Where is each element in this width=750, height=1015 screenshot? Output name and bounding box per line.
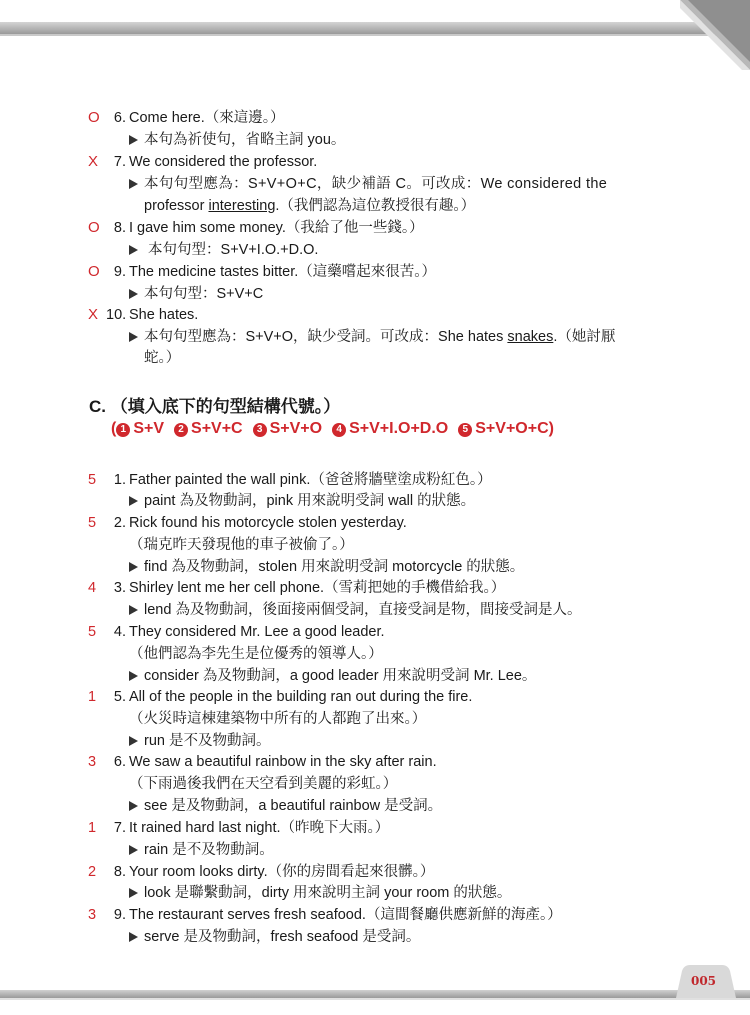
explanation-text: .（我們認為這位教授很有趣。） [275, 198, 476, 214]
explanation-text: lend 為及物動詞，後面接兩個受詞，直接受詞是物，間接受詞是人。 [144, 602, 582, 618]
circled-number-icon: 3 [253, 423, 267, 437]
answer-number: 1 [88, 820, 97, 836]
question-number: 5. [113, 689, 126, 705]
question-number: 4. [113, 624, 126, 640]
translation-text: （他們認為李先生是位優秀的領導人。） [129, 646, 383, 662]
circled-number-icon: 2 [174, 423, 188, 437]
explanation-text: 本句句型：S+V+I.O.+D.O. [148, 242, 319, 258]
triangle-bullet-icon [129, 245, 138, 255]
triangle-bullet-icon [129, 845, 138, 855]
circled-number-icon: 1 [116, 423, 130, 437]
answer-mark: X [88, 153, 99, 170]
triangle-bullet-icon [129, 332, 138, 342]
pattern-label: S+V [133, 420, 165, 437]
question-text: Your room looks dirty.（你的房間看起來很髒。） [129, 864, 435, 880]
question-text: I gave him some money.（我給了他一些錢。） [129, 220, 424, 236]
question-text: All of the people in the building ran out during the fire. [129, 689, 473, 705]
page-number: 005 [690, 974, 717, 988]
explanation-text: consider 為及物動詞，a good leader 用來說明受詞 Mr. Lee。 [144, 668, 537, 684]
answer-number: 5 [88, 624, 97, 640]
answer-number: 3 [88, 907, 97, 923]
pattern-label: S+V+I.O+D.O [349, 420, 449, 437]
triangle-bullet-icon [129, 671, 138, 681]
answer-mark: O [88, 219, 100, 236]
triangle-bullet-icon [129, 496, 138, 506]
translation-text: （下雨過後我們在天空看到美麗的彩虹。） [129, 776, 398, 792]
question-number: 1. [113, 472, 126, 488]
question-number: 3. [113, 580, 126, 596]
top-header-band [0, 22, 750, 34]
answer-number: 5 [88, 515, 97, 531]
question-number: 6. [113, 110, 126, 126]
page-corner-fold [680, 0, 750, 70]
question-text: The restaurant serves fresh seafood.（這間餐廳供應新鮮的海產。） [129, 907, 562, 923]
question-number: 7. [113, 820, 126, 836]
explanation-text: 本句句型：S+V+C [144, 286, 264, 302]
triangle-bullet-icon [129, 801, 138, 811]
answer-mark: X [88, 306, 99, 323]
triangle-bullet-icon [129, 135, 138, 145]
answer-number: 5 [88, 472, 97, 488]
explanation-text: .（她討厭 [553, 329, 616, 345]
bottom-footer-line [0, 998, 750, 1000]
triangle-bullet-icon [129, 605, 138, 615]
triangle-bullet-icon [129, 562, 138, 572]
underlined-answer: interesting [208, 198, 276, 214]
translation-text: （火災時這棟建築物中所有的人都跑了出來。） [129, 711, 427, 727]
underlined-answer: snakes [507, 329, 554, 345]
explanation-text: look 是聯繫動詞，dirty 用來說明主詞 your room 的狀態。 [144, 885, 512, 901]
question-number: 8. [113, 864, 126, 880]
explanation-text: find 為及物動詞，stolen 用來說明受詞 motorcycle 的狀態。 [144, 559, 525, 575]
triangle-bullet-icon [129, 888, 138, 898]
circled-number-icon: 5 [458, 423, 472, 437]
question-number: 9. [113, 264, 126, 280]
section-heading: C. （填入底下的句型結構代號。） [89, 397, 341, 416]
explanation-text: 本句為祈使句，省略主詞 you。 [144, 132, 346, 148]
translation-text: （瑞克昨天發現他的車子被偷了。） [129, 537, 354, 553]
legend-paren: ( [111, 420, 117, 437]
question-text: Come here.（來這邊。） [129, 110, 285, 126]
sentence-pattern-legend [111, 420, 554, 438]
question-text: She hates. [129, 307, 199, 323]
answer-number: 3 [88, 754, 97, 770]
question-text: It rained hard last night.（昨晚下大雨。） [129, 820, 390, 836]
top-header-line [0, 34, 750, 36]
question-number: 9. [113, 907, 126, 923]
question-text: The medicine tastes bitter.（這藥嚐起來很苦。） [129, 264, 436, 280]
question-text: They considered Mr. Lee a good leader. [129, 624, 385, 640]
question-number: 6. [113, 754, 126, 770]
question-number: 10. [106, 307, 127, 323]
question-text: Rick found his motorcycle stolen yesterday. [129, 515, 407, 531]
explanation-text: serve 是及物動詞，fresh seafood 是受詞。 [144, 929, 421, 945]
bottom-footer-band [0, 990, 750, 998]
pattern-label: S+V+C [191, 420, 243, 437]
triangle-bullet-icon [129, 179, 138, 189]
answer-number: 4 [88, 580, 97, 596]
explanation-text: professor [144, 198, 209, 214]
explanation-text: see 是及物動詞，a beautiful rainbow 是受詞。 [144, 798, 443, 814]
explanation-text: paint 為及物動詞，pink 用來說明受詞 wall 的狀態。 [144, 493, 476, 509]
question-text: We considered the professor. [129, 154, 318, 170]
question-text: Father painted the wall pink.（爸爸將牆壁塗成粉紅色。） [129, 472, 492, 488]
question-number: 2. [113, 515, 126, 531]
explanation-text: 蛇。） [144, 350, 181, 366]
question-number: 8. [113, 220, 126, 236]
answer-number: 1 [88, 689, 97, 705]
triangle-bullet-icon [129, 932, 138, 942]
explanation-text: 本句句型應為：S+V+O，缺少受詞。可改成：She hates [144, 329, 508, 345]
question-number: 7. [113, 154, 126, 170]
triangle-bullet-icon [129, 289, 138, 299]
explanation-text: rain 是不及物動詞。 [144, 842, 274, 858]
pattern-label: S+V+O [269, 420, 323, 437]
answer-mark: O [88, 263, 100, 280]
pattern-label: S+V+O+C) [475, 420, 554, 437]
explanation-text: 本句句型應為：S+V+O+C，缺少補語 C。可改成：We considered the [144, 176, 608, 192]
question-text: We saw a beautiful rainbow in the sky after rain. [129, 754, 437, 770]
question-text: Shirley lent me her cell phone.（雪莉把她的手機借給我。） [129, 580, 506, 596]
circled-number-icon: 4 [332, 423, 346, 437]
triangle-bullet-icon [129, 736, 138, 746]
answer-number: 2 [88, 864, 97, 880]
answer-mark: O [88, 109, 100, 126]
explanation-text: run 是不及物動詞。 [144, 733, 271, 749]
